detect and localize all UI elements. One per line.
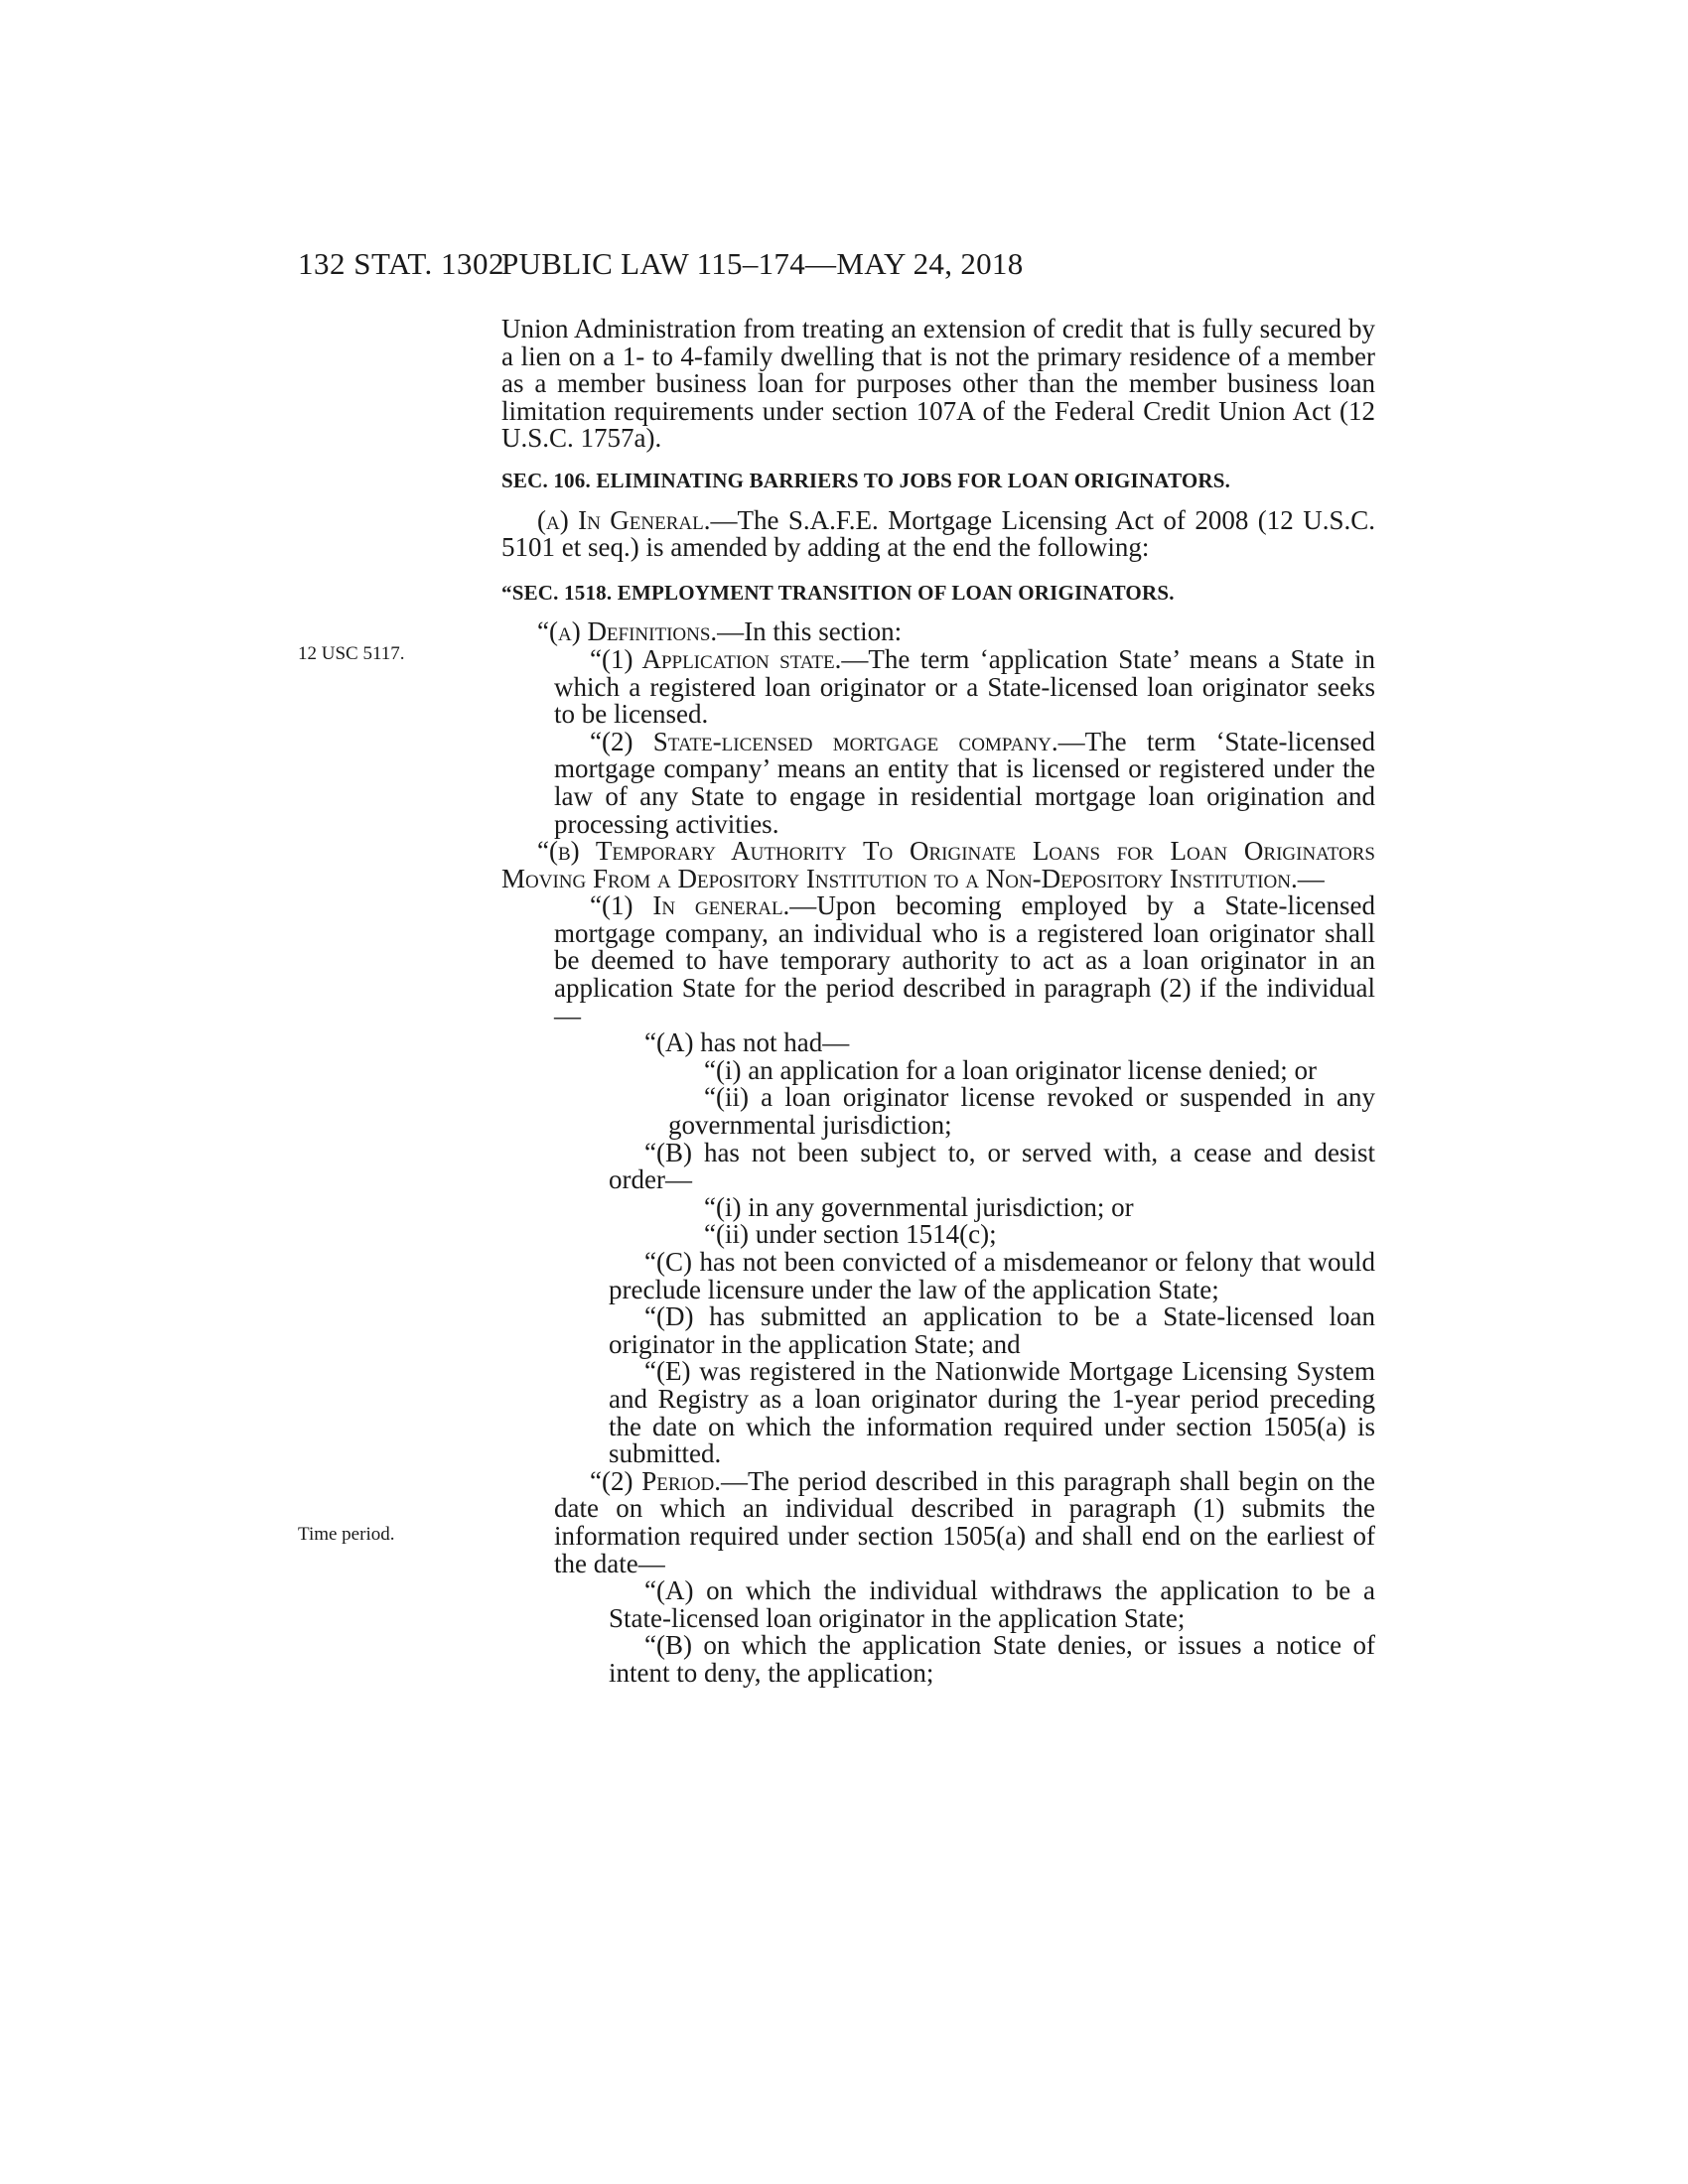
paragraph-b-1 bbox=[554, 892, 1375, 1029]
text-period: The period described in this paragraph shall begin on the date on which an individual described in paragraph (1) submits the information required under section 1505(a) and shall end on the earliest of the date— bbox=[554, 1465, 1375, 1578]
paragraph-definitions bbox=[501, 618, 1375, 646]
label-in-general: (a) In General.— bbox=[537, 504, 738, 535]
clause-period-B: “(B) on which the application State denies, or issues a notice of intent to deny, the application; bbox=[609, 1630, 1375, 1688]
text-state-licensed-company: The term ‘State-licensed mortgage company’ means an entity that is licensed or registered under the law of any State to engage in residential mortgage loan origination and processing activities. bbox=[554, 726, 1376, 839]
clause-A: “(A) has not had— bbox=[644, 1027, 850, 1058]
clause-A-i: “(i) an application for a loan originator license denied; or bbox=[704, 1054, 1318, 1085]
clause-A-ii: “(ii) a loan originator license revoked or suspended in any governmental jurisdiction; bbox=[668, 1082, 1375, 1141]
text-application-state: The term ‘application State’ means a State in which a registered loan originator or a State-licensed loan originator seeks to be licensed. bbox=[554, 643, 1376, 730]
clause-period-A: “(A) on which the individual withdraws the application to be a State-licensed loan originator in the application State; bbox=[609, 1575, 1375, 1633]
section-106-heading: SEC. 106. ELIMINATING BARRIERS TO JOBS FOR LOAN ORIGINATORS. bbox=[501, 468, 1231, 492]
clause-D: “(D) has submitted an application to be a State-licensed loan originator in the application State; and bbox=[609, 1301, 1375, 1359]
clause-B: “(B) has not been subject to, or served with, a cease and desist order— bbox=[609, 1137, 1375, 1195]
paragraph-intro: Union Administration from treating an extension of credit that is fully secured by a lien on a 1- to 4-family dwelling that is not the primary residence of a member as a member business loan for purposes other than the member business loan limitation requirements under section 107A of the Federal Credit Union Act (12 U.S.C. 1757a). bbox=[501, 314, 1375, 454]
page-title: PUBLIC LAW 115–174—MAY 24, 2018 bbox=[501, 246, 1024, 281]
margin-note-time-period: Time period. bbox=[298, 1524, 395, 1545]
label-application-state: “(1) Application state.— bbox=[590, 643, 869, 674]
clause-E: “(E) was registered in the Nationwide Mortgage Licensing System and Registry as a loan originator during the 1-year period preceding the date on which the information required under section 1505(a) is submitted. bbox=[609, 1356, 1375, 1469]
section-1518-heading: “SEC. 1518. EMPLOYMENT TRANSITION OF LOAN ORIGINATORS. bbox=[501, 580, 1175, 605]
text-b1-in-general: Upon becoming employed by a State-licensed mortgage company, an individual who is a registered loan originator shall be deemed to have temporary authority to act as a loan originator in an application State for the period described in paragraph (2) if the individual— bbox=[554, 890, 1375, 1030]
clause-C: “(C) has not been convicted of a misdemeanor or felony that would preclude licensure under the law of the application State; bbox=[609, 1247, 1375, 1304]
label-temporary-authority: “(b) Temporary Authority To Originate Loans for Loan Originators Moving From a Depository Institution to a Non-Depository Institution.— bbox=[501, 836, 1375, 893]
margin-note-usc: 12 USC 5117. bbox=[298, 643, 405, 664]
clause-B-ii: “(ii) under section 1514(c); bbox=[704, 1219, 997, 1250]
label-period: “(2) Period.— bbox=[590, 1465, 749, 1496]
label-b1-in-general: “(1) In general.— bbox=[590, 890, 817, 921]
body-text bbox=[501, 316, 1375, 1688]
stat-reference: 132 STAT. 1302 bbox=[298, 246, 505, 281]
text-in-general: The S.A.F.E. Mortgage Licensing Act of 2008 (12 U.S.C. 5101 et seq.) is amended by adding at the end the following: bbox=[501, 504, 1375, 563]
paragraph-def-1 bbox=[554, 643, 1376, 730]
label-definitions: “(a) Definitions.— bbox=[537, 616, 745, 647]
text-definitions: In this section: bbox=[744, 616, 903, 647]
label-state-licensed-company: “(2) State-licensed mortgage company.— bbox=[590, 726, 1085, 756]
paragraph-a-in-general bbox=[501, 504, 1375, 563]
paragraph-def-2 bbox=[554, 726, 1376, 839]
paragraph-b-temporary-authority bbox=[501, 838, 1375, 892]
clause-B-i: “(i) in any governmental jurisdiction; or bbox=[704, 1191, 1134, 1222]
paragraph-period bbox=[554, 1465, 1375, 1578]
